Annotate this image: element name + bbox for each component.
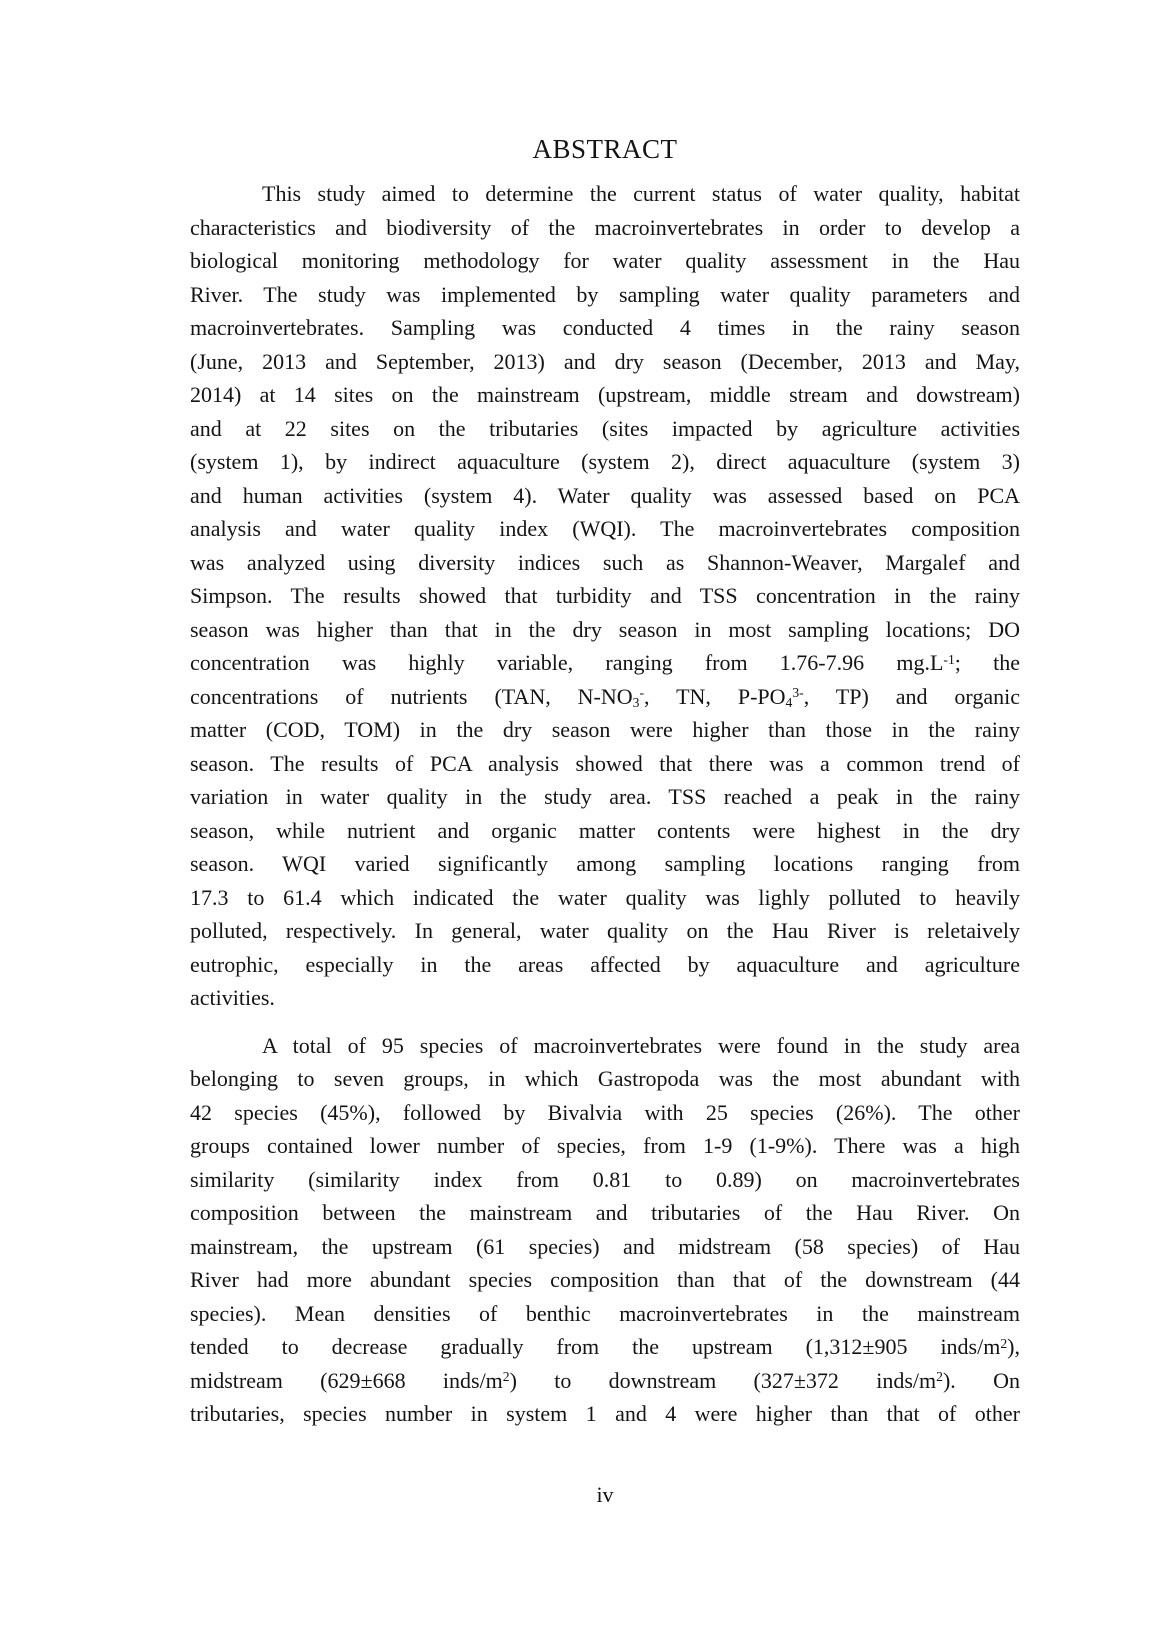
text-line: season, while nutrient and organic matter contents were highest in the dry — [190, 817, 1020, 843]
text-line: tributaries, species number in system 1 and 4 were higher than that of other — [190, 1401, 1020, 1426]
text-line: eutrophic, especially in the areas affected by aquaculture and agriculture — [190, 951, 1020, 977]
text-line: This study aimed to determine the current status of water quality, habitat — [262, 181, 1020, 206]
text-line: analysis and water quality index (WQI). The macroinvertebrates composition — [190, 516, 1020, 541]
text-line: concentration was highly variable, ranging from 1.76-7.96 $mg.L^{-1}$; the — [190, 650, 1020, 675]
text-line: polluted, respectively. In general, water quality on the Hau River is reletaively — [190, 918, 1020, 943]
text-line: and human activities (system 4). Water quality was assessed based on PCA — [190, 482, 1020, 508]
text-line: and at 22 sites on the tributaries (sites impacted by agriculture activities — [190, 415, 1020, 441]
text-line: season. WQI varied significantly among sampling locations ranging from — [190, 851, 1020, 876]
text-line: belonging to seven groups, in which Gastropoda was the most abundant with — [190, 1066, 1020, 1091]
text-line: 2014) at 14 sites on the mainstream (upstream, middle stream and dowstream) — [190, 382, 1020, 407]
text-line: season. The results of PCA analysis showed that there was a common trend of — [190, 750, 1020, 776]
paragraph — [190, 177, 1020, 1015]
text-line: midstream (629±668 inds/$m^2$) to downstream (327±372 inds/$m^2$). On — [190, 1367, 1020, 1393]
text-line: characteristics and biodiversity of the macroinvertebrates in order to develop a — [190, 214, 1020, 240]
paragraph — [190, 1029, 1020, 1431]
text-line: Simpson. The results showed that turbidity and TSS concentration in the rainy — [190, 583, 1020, 608]
text-line: mainstream, the upstream (61 species) and midstream (58 species) of Hau — [190, 1233, 1020, 1259]
text-line: (system 1), by indirect aquaculture (system 2), direct aquaculture (system 3) — [190, 449, 1020, 474]
text-line: species). Mean densities of benthic macroinvertebrates in the mainstream — [190, 1300, 1020, 1326]
text-line: variation in water quality in the study area. TSS reached a peak in the rainy — [190, 784, 1020, 809]
text-line: similarity (similarity index from 0.81 to 0.89) on macroinvertebrates — [190, 1166, 1020, 1192]
text-line: groups contained lower number of species, from 1-9 (1-9%). There was a high — [190, 1133, 1020, 1158]
page-number: iv — [596, 1482, 614, 1507]
text-line: concentrations of nutrients (TAN, $N-NO_3^-$, TN, $P-PO_4^{3-}$, TP) and organic — [190, 683, 1021, 710]
text-line: was analyzed using diversity indices such as Shannon-Weaver, Margalef and — [190, 549, 1020, 575]
text-line: tended to decrease gradually from the upstream (1,312±905 inds/$m^2$), — [190, 1334, 1020, 1359]
page-title: ABSTRACT — [532, 134, 678, 164]
text-line: activities. — [190, 985, 275, 1010]
text-line: River. The study was implemented by sampling water quality parameters and — [190, 281, 1020, 307]
text-line: A total of 95 species of macroinvertebrates were found in the study area — [262, 1032, 1020, 1058]
text-line: composition between the mainstream and tributaries of the Hau River. On — [190, 1200, 1020, 1225]
text-line: River had more abundant species composition than that of the downstream (44 — [190, 1267, 1020, 1292]
text-line: (June, 2013 and September, 2013) and dry season (December, 2013 and May, — [190, 348, 1020, 374]
text-line: season was higher than that in the dry season in most sampling locations; DO — [190, 616, 1020, 642]
abstract-section — [190, 131, 1020, 1431]
text-line: 42 species (45%), followed by Bivalvia with 25 species (26%). The other — [190, 1099, 1020, 1125]
text-line: matter (COD, TOM) in the dry season were higher than those in the rainy — [190, 717, 1020, 742]
abstract-body — [190, 177, 1020, 1431]
text-line: biological monitoring methodology for water quality assessment in the Hau — [190, 248, 1020, 273]
text-line: 17.3 to 61.4 which indicated the water quality was lighly polluted to heavily — [190, 884, 1020, 910]
text-line: macroinvertebrates. Sampling was conducted 4 times in the rainy season — [190, 315, 1020, 340]
